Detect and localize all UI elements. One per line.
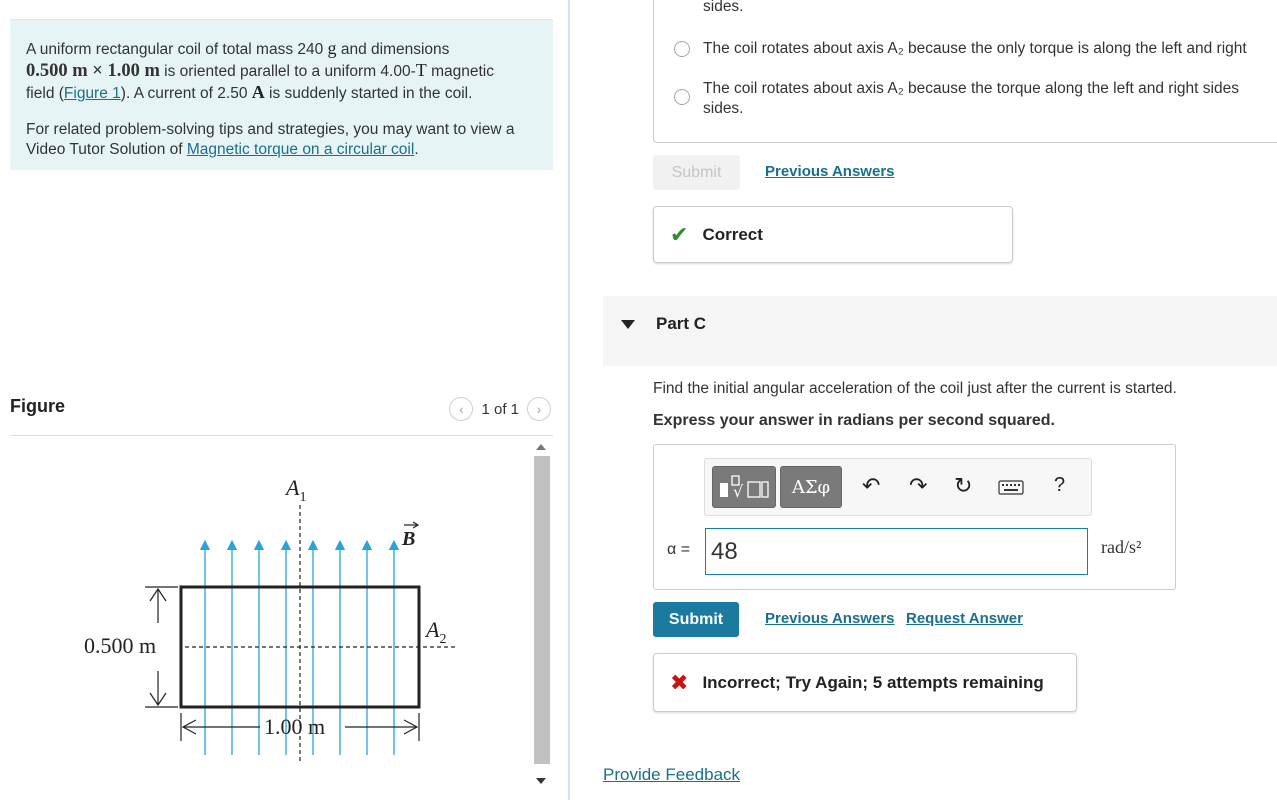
check-icon: ✔ [670,221,689,247]
scrollbar-thumb[interactable] [534,456,550,764]
option-item[interactable] [674,79,1239,119]
pager-text: 1 of 1 [481,400,519,418]
figure-header [10,394,553,436]
part-c-title: Part C [656,314,707,333]
option-text: The coil rotates about axis A₂ because the only torque is along the left and right [703,40,1247,57]
video-tutor-link[interactable]: Magnetic torque on a circular coil [186,141,415,158]
part-b-previous-answers-link[interactable]: Previous Answers [765,163,895,180]
axis-a1-label: $A_1$ [286,475,307,505]
part-c-feedback [653,653,1077,712]
problem-pane [0,0,568,800]
field-b-label: B [402,528,416,550]
option-text-line: sides. [703,100,744,117]
answer-input[interactable] [705,528,1088,575]
video-tip [26,120,536,160]
coil-figure [60,465,470,765]
problem-text-segment: and dimensions [336,41,450,58]
greek-symbols-button[interactable]: ΑΣφ [780,466,842,508]
close-x-icon: ✖ [670,669,689,695]
scroll-down-icon[interactable] [536,778,546,784]
provide-feedback-link[interactable]: Provide Feedback [603,765,741,784]
problem-text-segment: magnetic [426,63,494,80]
request-answer-link[interactable]: Request Answer [906,610,1023,627]
option-text: sides. [703,0,744,15]
coil-dimensions: 0.500 m × 1.00 m [26,61,160,81]
option-text-line: The coil rotates about axis A₂ because the torque along the left and right sides [703,80,1239,97]
chevron-right-icon: › [536,401,542,417]
part-c-question: Find the initial angular acceleration of the coil just after the current is started. [653,380,1177,397]
figure-pager [449,397,551,421]
part-c-instruction: Express your answer in radians per second squared. [653,412,1055,429]
feedback-text: Incorrect; Try Again; 5 attempts remaining [702,672,1044,692]
svg-text:√: √ [733,482,744,500]
radio-button[interactable] [674,41,690,57]
part-c-submit-button[interactable]: Submit [653,602,739,637]
height-label: 0.500 m [84,633,157,658]
field-unit: T [415,60,427,80]
next-figure-button[interactable] [527,397,551,421]
option-item[interactable] [674,39,1247,59]
undo-icon[interactable]: ↶ [862,473,881,498]
mass-unit: g [327,38,337,58]
feedback-text: Correct [702,224,763,244]
templates-icon [718,474,770,500]
caret-down-icon [621,320,635,329]
option-text [703,79,1239,119]
problem-text-segment: is suddenly started in the coil. [264,85,473,102]
keyboard-icon[interactable] [998,476,1024,502]
part-b-submit-button[interactable]: Submit [653,155,740,190]
chevron-left-icon: ‹ [459,401,464,417]
tip-end: . [414,141,419,158]
axis-a2-label: $A_2$ [426,617,447,647]
figure-link[interactable]: Figure 1 [63,85,121,102]
variable-label: α = [667,541,691,558]
current-unit: A [251,82,265,102]
reset-icon[interactable]: ↻ [954,473,973,498]
question-pane [570,0,1277,800]
scroll-up-icon[interactable] [536,444,546,450]
problem-text [26,38,537,104]
width-label: 1.00 m [264,714,326,739]
answer-editor [653,444,1176,590]
part-c-previous-answers-link[interactable]: Previous Answers [765,610,895,627]
tip-text: For related problem-solving tips and strategies, you may want to view a Video Tutor Solution of [26,121,515,158]
redo-icon[interactable]: ↷ [909,473,928,498]
radio-button[interactable] [674,89,690,105]
math-toolbar [704,458,1092,516]
problem-statement [10,19,553,170]
part-b-options [653,0,1277,143]
templates-button[interactable] [712,466,776,508]
problem-text-segment: ). A current of 2.50 [120,85,252,102]
part-c-header[interactable] [603,296,1277,366]
help-button[interactable]: ? [1054,474,1066,496]
figure-scrollbar[interactable] [532,440,549,792]
option-partial [674,0,744,17]
problem-text-segment: field ( [26,85,64,102]
answer-unit: rad/s² [1101,537,1142,557]
part-b-feedback [653,206,1013,263]
problem-text-segment: is oriented parallel to a uniform 4.00- [159,63,416,80]
figure-title: Figure [10,396,66,416]
prev-figure-button[interactable] [449,397,473,421]
problem-text-segment: A uniform rectangular coil of total mass 240 [26,41,328,58]
